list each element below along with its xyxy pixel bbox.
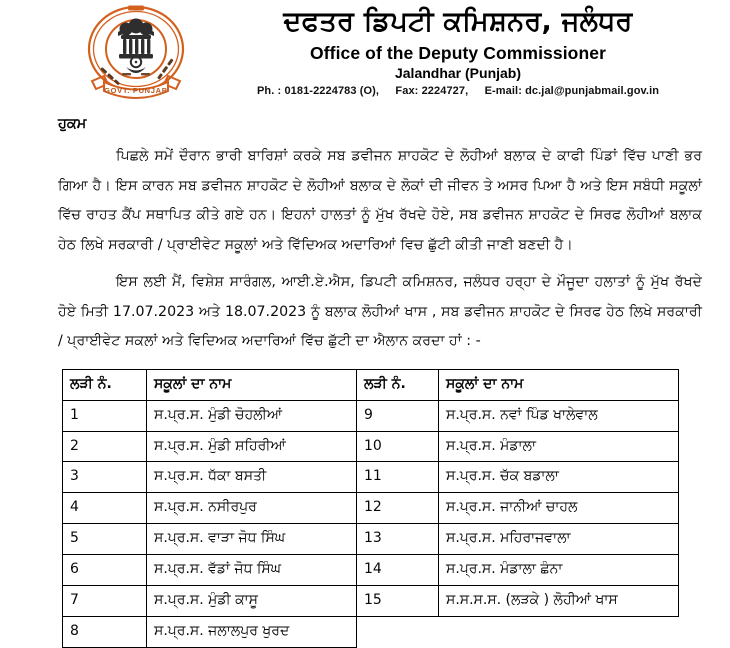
cell-serial-left: 2 bbox=[63, 431, 147, 462]
table-row bbox=[63, 585, 679, 616]
office-title-english: Office of the Deputy Commissioner bbox=[310, 42, 606, 63]
cell-serial-right: 10 bbox=[357, 431, 439, 462]
table-row bbox=[63, 616, 679, 647]
cell-serial-right: 15 bbox=[357, 585, 439, 616]
paragraph-situation: ਪਿਛਲੇ ਸਮੇਂ ਦੌਰਾਨ ਭਾਰੀ ਬਾਰਿਸ਼ਾਂ ਕਰਕੇ ਸਬ ਡਵੀਜਨ ਸ਼ਾਹਕੋਟ ਦੇ ਲੋਹੀਆਂ ਬਲਾਕ ਦੇ ਕਾਫੀ ਪਿੰਡਾਂ ਵਿੱਚ ਪਾਣੀ ਭਰ ਗਿਆ ਹੈ। ਇਸ ਕਾਰਨ ਸਬ ਡਵੀਜਨ ਸ਼ਾਹਕੋਟ ਦੇ ਲੋਹੀਆਂ ਬਲਾਕ ਦੇ ਲੋਕਾਂ ਦੀ ਜੀਵਨ ਤੇ ਅਸਰ ਪਿਆ ਹੈ ਅਤੇ ਇਸ ਸਬੰਧੀ ਸਕੂਲਾਂ ਵਿੱਚ ਰਾਹਤ ਕੈਂਪ ਸਥਾਪਿਤ ਕੀਤੇ ਗਏ ਹਨ। ਇਹਨਾਂ ਹਾਲਤਾਂ ਨੂੰ ਮੁੱਖ ਰੱਖਦੇ ਹੋਏ, ਸਬ ਡਵੀਜਨ ਸ਼ਾਹਕੋਟ ਦੇ ਸਿਰਫ ਲੋਹੀਆਂ ਬਲਾਕ ਹੇਠ ਲਿਖੇ ਸਰਕਾਰੀ / ਪ੍ਰਾਈਵੇਟ ਸਕੂਲਾਂ ਅਤੇ ਵਿੱਦਿਅਕ ਅਦਾਰਿਆਂ ਵਿਚ ਛੁੱਟੀ ਕੀਤੀ ਜਾਣੀ ਬਣਦੀ ਹੈ। bbox=[58, 148, 702, 253]
schools-table-body bbox=[63, 400, 679, 647]
cell-school-left: ਸ.ਪ੍ਰ.ਸ. ਮੁੰਡੀ ਚੋਹਲੀਆਂ bbox=[147, 400, 357, 431]
table-header-row bbox=[63, 369, 679, 400]
order-heading: ਹੁਕਮ bbox=[58, 116, 87, 132]
office-location: Jalandhar (Punjab) bbox=[394, 64, 522, 81]
header-serial-right: ਲੜੀ ਨੰ. bbox=[357, 369, 439, 400]
cell-serial-right: 11 bbox=[357, 462, 439, 493]
email-text: E-mail: dc.jal@punjabmail.gov.in bbox=[484, 84, 660, 97]
cell-serial-right: 13 bbox=[357, 524, 439, 555]
cell-serial-left: 4 bbox=[63, 493, 147, 524]
phone-text: Ph. : 0181-2224783 (O), bbox=[256, 84, 380, 97]
cell-serial-right-empty bbox=[357, 616, 439, 647]
cell-serial-right: 9 bbox=[357, 400, 439, 431]
cell-serial-right: 14 bbox=[357, 555, 439, 586]
table-row bbox=[63, 524, 679, 555]
office-title-gurmukhi: ਦਫਤਰ ਡਿਪਟੀ ਕਮਿਸ਼ਨਰ, ਜਲੰਧਰ bbox=[283, 6, 633, 37]
cell-school-right: ਸ.ਪ੍ਰ.ਸ. ਚੱਕ ਬਡਾਲਾ bbox=[439, 462, 679, 493]
schools-table bbox=[62, 369, 679, 648]
cell-school-left: ਸ.ਪ੍ਰ.ਸ. ਨਸੀਰਪੁਰ bbox=[147, 493, 357, 524]
header-school-left: ਸਕੂਲਾਂ ਦਾ ਨਾਮ bbox=[147, 369, 357, 400]
header-serial-left: ਲੜੀ ਨੰ. bbox=[63, 369, 147, 400]
cell-school-right: ਸ.ਪ੍ਰ.ਸ. ਮੰਡਾਲਾ ਛੰਨਾ bbox=[439, 555, 679, 586]
cell-school-left: ਸ.ਪ੍ਰ.ਸ. ਵਾੜਾ ਜੋਧ ਸਿੰਘ bbox=[147, 524, 357, 555]
table-row bbox=[63, 493, 679, 524]
cell-school-left: ਸ.ਪ੍ਰ.ਸ. ਵੱਡਾਂ ਜੋਧ ਸਿੰਘ bbox=[147, 555, 357, 586]
schools-table-wrapper bbox=[0, 359, 730, 648]
contact-line bbox=[196, 85, 720, 97]
cell-school-left: ਸ.ਪ੍ਰ.ਸ. ਮੁੰਡੀ ਸ਼ਹਿਰੀਆਂ bbox=[147, 431, 357, 462]
cell-school-right: ਸ.ਪ੍ਰ.ਸ. ਮੰਡਾਲਾ bbox=[439, 431, 679, 462]
document-body bbox=[0, 112, 730, 357]
cell-school-left: ਸ.ਪ੍ਰ.ਸ. ਜਲਾਲਪੁਰ ਖੁਰਦ bbox=[147, 616, 357, 647]
cell-serial-right: 12 bbox=[357, 493, 439, 524]
letterhead bbox=[0, 0, 730, 112]
cell-school-right: ਸ.ਪ੍ਰ.ਸ. ਨਵਾਂ ਪਿੰਡ ਖਾਲੇਵਾਲ bbox=[439, 400, 679, 431]
cell-serial-left: 1 bbox=[63, 400, 147, 431]
table-row bbox=[63, 400, 679, 431]
cell-serial-left: 8 bbox=[63, 616, 147, 647]
government-of-punjab-emblem-icon bbox=[78, 2, 194, 108]
table-row bbox=[63, 555, 679, 586]
cell-school-left: ਸ.ਪ੍ਰ.ਸ. ਧੱਕਾ ਬਸਤੀ bbox=[147, 462, 357, 493]
cell-school-right: ਸ.ਪ੍ਰ.ਸ. ਮਹਿਰਾਜਵਾਲਾ bbox=[439, 524, 679, 555]
cell-school-right: ਸ.ਸ.ਸ.ਸ. (ਲੜਕੇ ) ਲੋਹੀਆਂ ਖਾਸ bbox=[439, 585, 679, 616]
fax-text: Fax: 2224727, bbox=[395, 84, 469, 97]
cell-serial-left: 6 bbox=[63, 555, 147, 586]
table-row bbox=[63, 431, 679, 462]
cell-school-right-empty bbox=[439, 616, 679, 647]
cell-serial-left: 5 bbox=[63, 524, 147, 555]
cell-serial-left: 3 bbox=[63, 462, 147, 493]
paragraph-declaration: ਇਸ ਲਈ ਮੈਂ, ਵਿਸ਼ੇਸ਼ ਸਾਰੰਗਲ, ਆਈ.ਏ.ਐਸ, ਡਿਪਟੀ ਕਮਿਸ਼ਨਰ, ਜਲੰਧਰ ਹਰ੍ਹਾ ਦੇ ਮੌਜੂਦਾ ਹਲਾਤਾਂ ਨੂੰ ਮੁੱਖ ਰੱਖਦੇ ਹੋਏ ਮਿਤੀ 17.07.2023 ਅਤੇ 18.07.2023 ਨੂੰ ਬਲਾਕ ਲੋਹੀਆਂ ਖਾਸ , ਸਬ ਡਵੀਜਨ ਸ਼ਾਹਕੋਟ ਦੇ ਸਿਰਫ ਹੇਠ ਲਿਖੇ ਸਰਕਾਰੀ / ਪ੍ਰਾਈਵੇਟ ਸਕਲਾਂ ਅਤੇ ਵਿਦਿਅਕ ਅਦਾਰਿਆਂ ਵਿੱਚ ਛੁੱਟੀ ਦਾ ਐਲਾਨ ਕਰਦਾ ਹਾਂ : - bbox=[58, 274, 702, 350]
cell-school-right: ਸ.ਪ੍ਰ.ਸ. ਜਾਨੀਆਂ ਚਾਹਲ bbox=[439, 493, 679, 524]
header-school-right: ਸਕੂਲਾਂ ਦਾ ਨਾਮ bbox=[439, 369, 679, 400]
cell-serial-left: 7 bbox=[63, 585, 147, 616]
table-row bbox=[63, 462, 679, 493]
svg-text:GOVT. PUNJAB: GOVT. PUNJAB bbox=[104, 86, 168, 95]
cell-school-left: ਸ.ਪ੍ਰ.ਸ. ਮੁੰਡੀ ਕਾਸੂ bbox=[147, 585, 357, 616]
